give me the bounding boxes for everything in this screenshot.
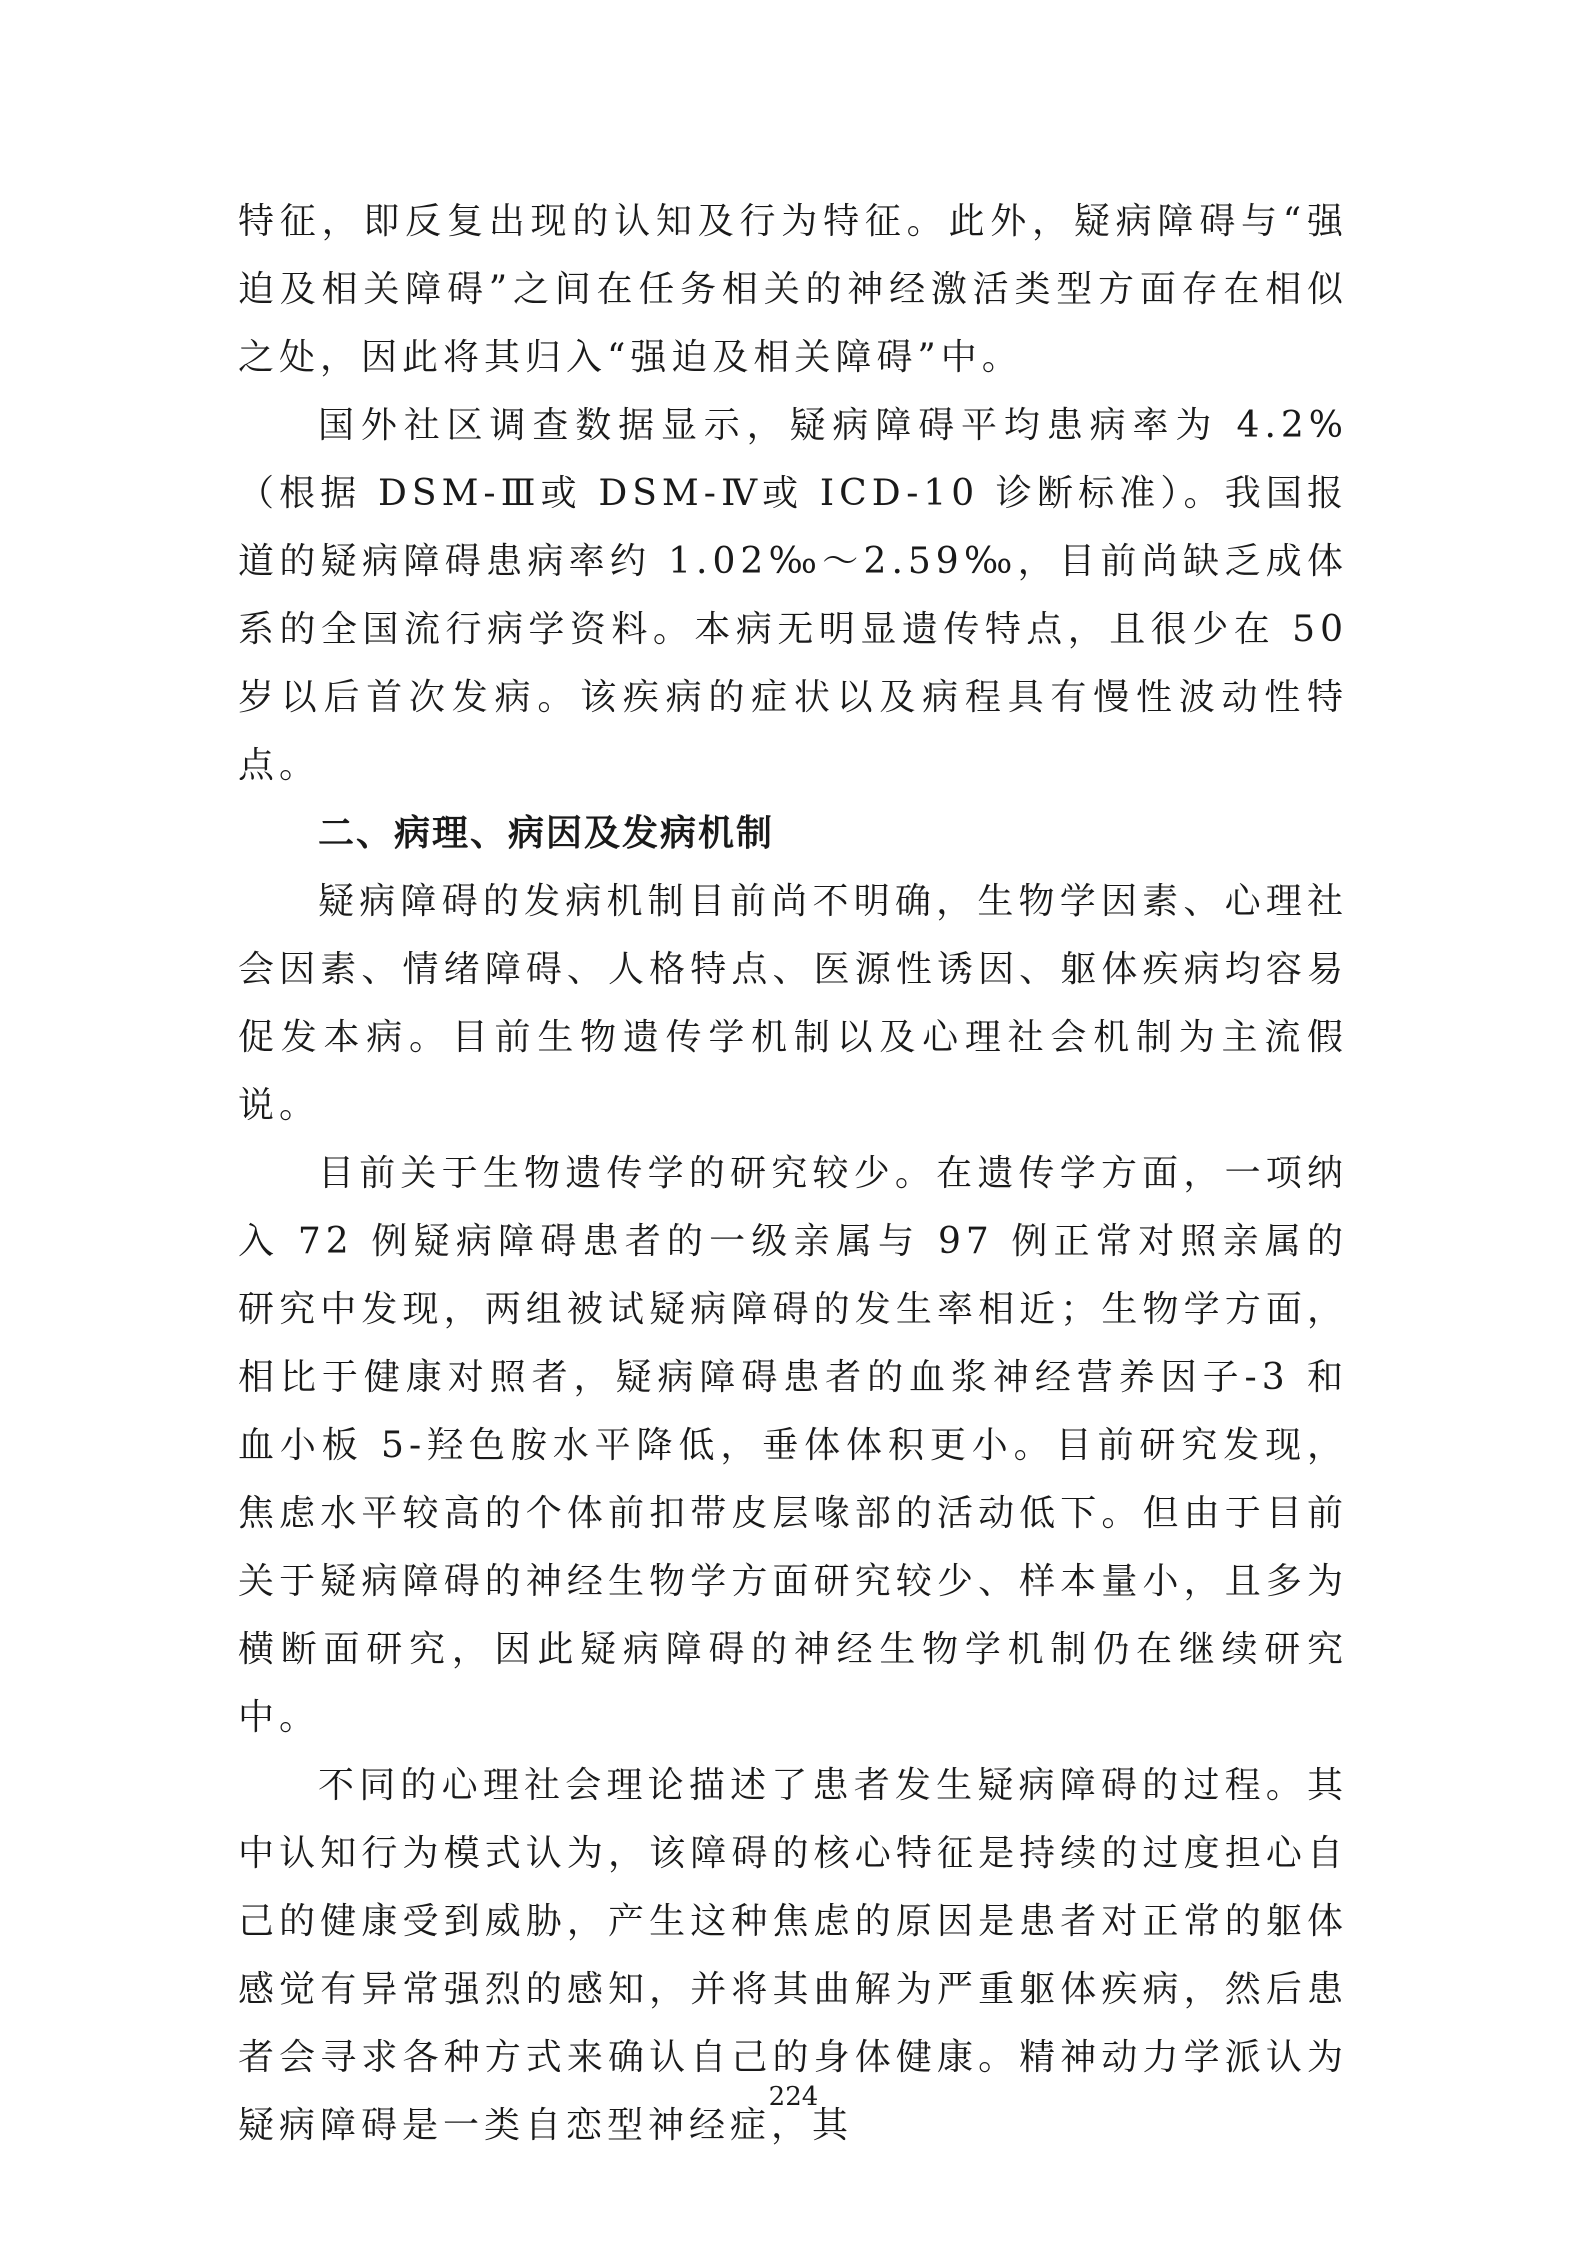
section-heading: 二、病理、病因及发病机制 [318,813,775,854]
paragraph-continuation: 特征，即反复出现的认知及行为特征。此外，疑病障碍与“强迫及相关障碍”之间在任务相关的神经激活类型方面存在相似之处，因此将其归入“强迫及相关障碍”中。 [238,201,1348,378]
page-body [238,188,1348,2160]
page-number: 224 [768,2082,819,2112]
paragraph-mechanism-intro: 疑病障碍的发病机制目前尚不明确，生物学因素、心理社会因素、情绪障碍、人格特点、医源性诱因、躯体疾病均容易促发本病。目前生物遗传学机制以及心理社会机制为主流假说。 [238,881,1348,1126]
paragraph-psychosocial: 不同的心理社会理论描述了患者发生疑病障碍的过程。其中认知行为模式认为，该障碍的核心特征是持续的过度担心自己的健康受到威胁，产生这种焦虑的原因是患者对正常的躯体感觉有异常强烈的感知，并将其曲解为严重躯体疾病，然后患者会寻求各种方式来确认自己的身体健康。精神动力学派认为疑病障碍是一类自恋型神经症，其 [238,1765,1348,2146]
paragraph-prevalence: 国外社区调查数据显示，疑病障碍平均患病率为 4.2%（根据 DSM-Ⅲ或 DSM-Ⅳ或 ICD-10 诊断标准）。我国报道的疑病障碍患病率约 1.02‰～2.59‰，目前尚缺乏成体系的全国流行病学资料。本病无明显遗传特点，且很少在 50 岁以后首次发病。该疾病的症状以及病程具有慢性波动性特点。 [238,405,1348,786]
paragraph-biogenetics: 目前关于生物遗传学的研究较少。在遗传学方面，一项纳入 72 例疑病障碍患者的一级亲属与 97 例正常对照亲属的研究中发现，两组被试疑病障碍的发生率相近；生物学方面，相比于健康对照者，疑病障碍患者的血浆神经营养因子-3 和血小板 5-羟色胺水平降低，垂体体积更小。目前研究发现，焦虑水平较高的个体前扣带皮层喙部的活动低下。但由于目前关于疑病障碍的神经生物学方面研究较少、样本量小，且多为横断面研究，因此疑病障碍的神经生物学机制仍在继续研究中。 [238,1153,1348,1738]
